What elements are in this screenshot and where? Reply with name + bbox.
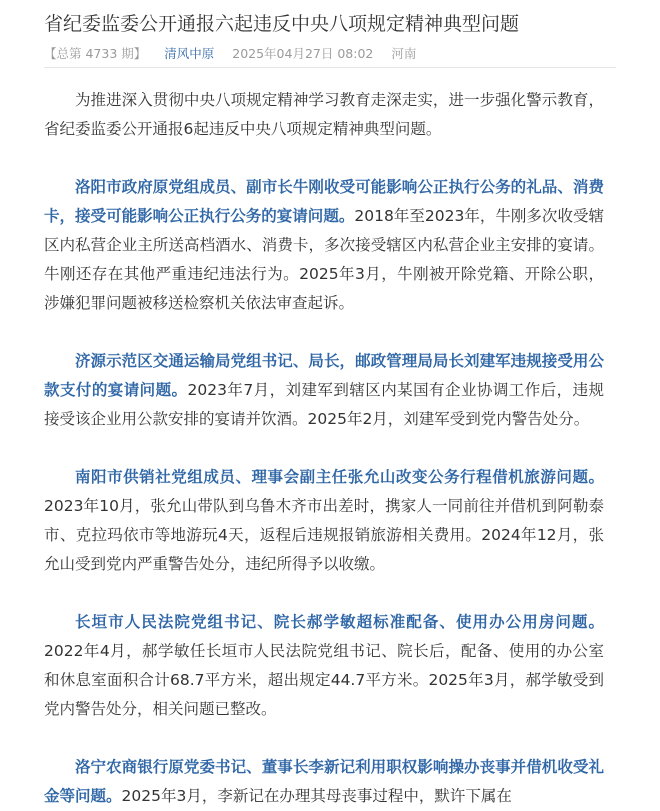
title-divider [44,67,616,68]
publish-datetime: 2025年04月27日 08:02 [232,46,374,61]
case-headline: 洛宁农商银行原党委书记、董事长李新记利用职权影响操办丧事并借机收受礼金等问题。 [44,758,604,805]
case-headline: 济源示范区交通运输局党组书记、局长，邮政管理局局长刘建军违规接受用公款支付的宴请问题。 [44,352,604,399]
case-headline: 南阳市供销社党组成员、理事会副主任张允山改变公务行程借机旅游问题。 [75,468,604,486]
region-label: 河南 [391,46,417,61]
case-body: 2023年10月，张允山带队到乌鲁木齐市出差时，携家人一同前往并借机到阿勒泰市、克拉玛依市等地游玩4天，返程后违规报销旅游相关费用。2024年12月，张允山受到党内严重警告处分，违纪所得予以收缴。 [44,497,604,573]
article-meta [44,45,416,63]
case-paragraph [44,347,604,434]
case-paragraph [44,173,604,318]
article-title: 省纪委监委公开通报六起违反中央八项规定精神典型问题 [44,13,520,35]
case-headline: 长垣市人民法院党组书记、院长郝学敏超标准配备、使用办公用房问题。 [75,613,604,631]
case-paragraph [44,608,604,724]
issue-number: 【总第 4733 期】 [44,46,147,61]
case-body: 2023年7月，刘建军到辖区内某国有企业协调工作后，违规接受该企业用公款安排的宴请并饮酒。2025年2月，刘建军受到党内警告处分。 [44,381,604,428]
case-body: 2025年3月，李新记在办理其母丧事过程中，默许下属在 [121,787,512,805]
source-link[interactable]: 清风中原 [164,46,215,61]
article-body [44,86,604,811]
case-paragraph [44,753,604,811]
case-paragraph [44,463,604,579]
case-body: 2018年至2023年，牛刚多次收受辖区内私营企业主所送高档酒水、消费卡，多次接受辖区内私营企业主安排的宴请。牛刚还存在其他严重违纪违法行为。2025年3月，牛刚被开除党籍、开除公职，涉嫌犯罪问题被移送检察机关依法审查起诉。 [44,207,604,312]
case-headline: 洛阳市政府原党组成员、副市长牛刚收受可能影响公正执行公务的礼品、消费卡，接受可能影响公正执行公务的宴请问题。 [44,178,604,225]
intro-paragraph: 为推进深入贯彻中央八项规定精神学习教育走深走实，进一步强化警示教育，省纪委监委公开通报6起违反中央八项规定精神典型问题。 [44,91,604,138]
case-body: 2022年4月，郝学敏任长垣市人民法院党组书记、院长后，配备、使用的办公室和休息室面积合计68.7平方米，超出规定44.7平方米。2025年3月，郝学敏受到党内警告处分，相关问题已整改。 [44,642,604,718]
